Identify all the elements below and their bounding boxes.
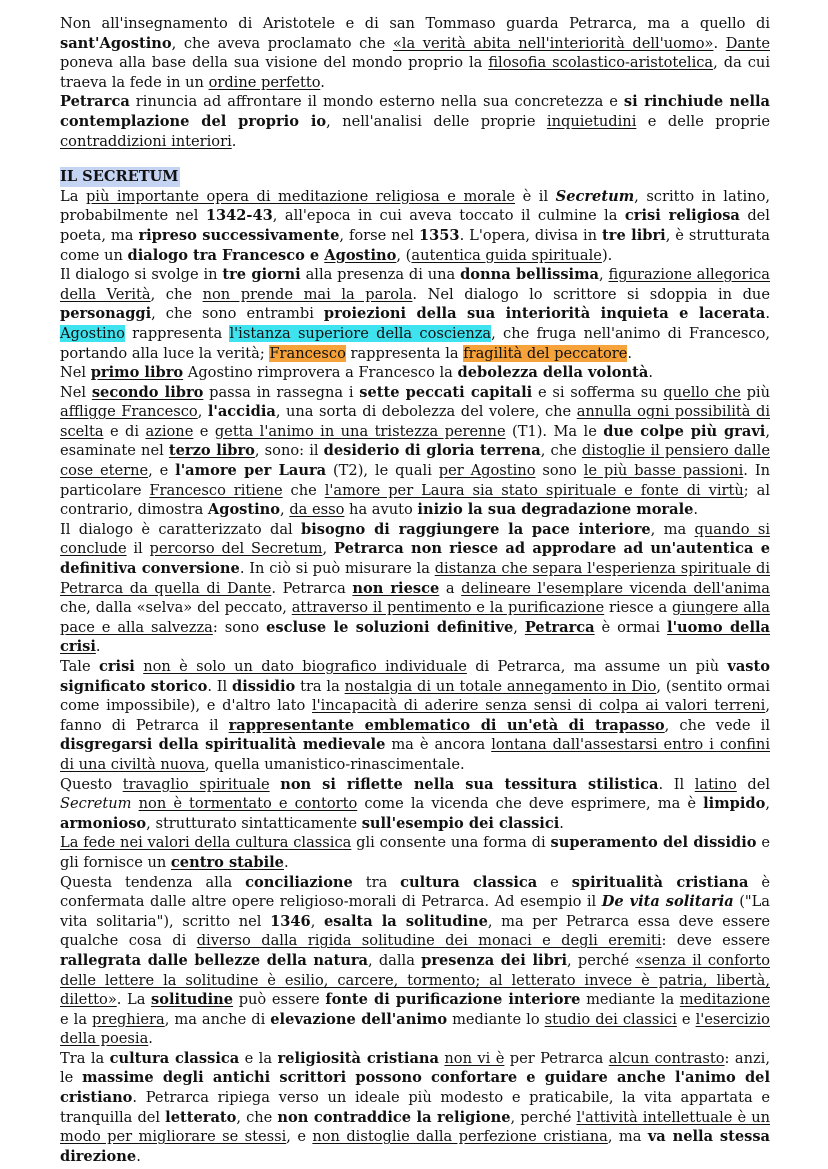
bold-text: crisi [98,658,135,675]
underlined-text: non è tormentato e contorto [138,795,358,813]
underlined-text: ordine perfetto [208,73,321,91]
underlined-text: distanza che separa l'esperienza spirituale di Petrarca da quella di Dante [60,560,770,597]
bold-underlined-text: non riesce [352,579,440,597]
text-run: il [126,540,150,558]
text-run: tra [352,873,401,891]
bold-text: superamento del dissidio [550,834,757,852]
bold-underlined-text: l'uomo della crisi [60,618,770,656]
text-run: : deve essere [661,932,770,950]
text-run: . [283,853,289,871]
text-run: , che [150,285,203,303]
text-run: , fanno di Petrarca il [60,697,770,734]
text-run: Agostino rimprovera a Francesco la [183,364,458,382]
text-run: mediante lo [447,1010,545,1028]
bold-text: cultura classica [400,873,538,891]
bold-text: si rinchiude nella contemplazione del proprio io [60,93,770,130]
bold-text: Petrarca non riesce ad approdare ad un'autentica e definitiva conversione [60,540,770,578]
text-run: Non all'insegnamento di Aristotele e di san Tommaso guarda Petrarca, ma a quello di [60,15,770,32]
bold-text: massime degli antichi scrittori possono confortare e guidare anche l'animo del cristiano [60,1069,770,1107]
bold-underlined-text: Agostino [324,246,397,264]
text-run: a [439,579,462,597]
highlighted-text: Francesco [269,344,346,362]
text-run: . [627,344,633,362]
bold-text: inizio la sua degradazione morale [417,501,694,519]
text-run: gli consente una forma di [351,834,551,852]
text-run: , [599,266,609,284]
text-run: , che sono entrambi [151,305,324,323]
text-run: e la [60,1010,93,1028]
bold-text: tre giorni [222,266,301,284]
bold-text: desiderio di gloria terrena [323,442,541,460]
paragraph-intro-2 [60,92,770,151]
text-run: , quella umanistico-rinascimentale. [204,755,465,773]
text-run: (T1). Ma le [505,422,604,440]
highlighted-text: Agostino [60,324,125,342]
text-run: , perché [510,1108,577,1126]
bold-text: escluse le soluzioni definitive [266,618,514,636]
text-run: , [322,540,334,558]
underlined-text: annulla ogni possibilità di scelta [60,403,770,440]
underlined-text: lontana dall'assestarsi entro i confini di una civiltà nuova [60,736,770,773]
text-run: , che [236,1108,278,1126]
bold-text: debolezza della volontà [457,364,649,382]
bold-text: rallegrata dalle bellezze della natura [60,951,368,969]
text-run: Questa tendenza alla [60,873,246,891]
underlined-text: «la verità abita nell'interiorità dell'uomo» [392,34,714,52]
text-run: del poeta, ma [60,207,770,244]
bold-text: armonioso [60,814,147,832]
text-run [132,795,139,812]
underlined-text: l'amore per Laura sia stato spirituale e fonte di virtù [324,481,744,499]
bold-underlined-text: secondo libro [91,383,204,401]
text-run: Tra la [60,1049,110,1067]
bold-underlined-text: terzo libro [168,442,255,460]
text-run: , ma [607,1128,648,1146]
underlined-text: latino [694,775,737,793]
bold-text: spiritualità cristiana [571,873,749,891]
text-run: è confermata dalle altre opere religioso-morali di Petrarca. Ad esempio il [60,873,771,911]
text-run: , ma anche di [164,1010,271,1028]
bold-text: conciliazione [245,873,353,891]
text-run: . In ciò si può misurare la [239,560,435,578]
text-run: alla presenza di una [300,266,461,284]
bold-underlined-text: Petrarca [524,618,595,636]
paragraph-religiosita [60,1049,770,1167]
bold-text: letterato [165,1108,237,1126]
underlined-text: quello che [663,383,741,401]
bold-text: disgregarsi della spiritualità medievale [60,736,386,754]
underlined-text: distoglie il pensiero dalle cose eterne [60,442,770,480]
paragraph-crisi [60,657,770,775]
underlined-text: azione [145,422,194,440]
text-run: , ( [396,246,412,264]
text-run: è ormai [594,618,668,636]
bold-text: 1346 [270,912,311,930]
bold-text: ripreso successivamente [138,226,340,244]
underlined-text: nostalgia di un totale annegamento in Dio [344,677,657,695]
text-run: e gli fornisce un [60,834,770,871]
bold-text: dissidio [232,677,296,695]
underlined-text: per Agostino [438,462,536,480]
text-run: riesce a [604,599,672,617]
text-run: Nel [60,364,91,382]
underlined-text: giungere alla pace e alla salvezza [60,599,770,636]
underlined-text: contraddizioni interiori [60,132,232,150]
text-run [135,658,143,675]
bold-text: non si riflette nella sua tessitura stilistica [280,775,659,793]
text-run: e di [103,422,146,440]
text-run: Il dialogo si svolge in [60,266,223,284]
text-run: , scritto in latino, probabilmente nel [60,187,771,225]
underlined-text: non distoglie dalla perfezione cristiana [312,1128,608,1146]
text-run: più [740,383,770,401]
bold-underlined-text: solitudine [151,991,234,1009]
text-run: e [193,422,215,440]
underlined-text: più importante opera di meditazione religiosa e morale [85,187,516,205]
underlined-text: travaglio spirituale [122,775,270,793]
bold-underlined-text: primo libro [90,364,184,382]
bold-text: donna bellissima [460,266,599,284]
text-run: . [148,1030,153,1048]
bold-text: l'accidia [207,403,276,421]
bold-text: sant'Agostino [60,34,172,52]
bold-text: non contraddice la religione [277,1108,511,1126]
text-run: . [559,814,564,832]
paragraph-conciliazione [60,873,770,1049]
text-run: : sono [212,618,267,636]
underlined-text: attraverso il pentimento e la purificazione [291,599,605,617]
text-run: , strutturato sintatticamente [146,814,362,832]
bold-text: sette peccati capitali [359,383,533,401]
text-run: come la vicenda che deve esprimere, ma è [357,795,704,813]
text-run: . Nel dialogo lo scrittore si sdoppia in due [412,285,770,303]
text-run: , esaminate nel [60,422,770,460]
underlined-text: preghiera [92,1010,165,1028]
bold-text: proiezioni della sua interiorità inquieta e lacerata [323,305,766,323]
text-run: tra la [295,677,345,695]
text-run: , e [148,462,176,480]
bold-text: 1342-43 [205,207,273,225]
bold-underlined-text: centro stabile [170,853,284,871]
paragraph-pace [60,520,770,657]
paragraph-fede [60,833,770,872]
underlined-text: La fede nei valori della cultura classica [60,834,352,852]
text-run: Nel [60,383,92,401]
underlined-text: non prende mai la parola [202,285,413,303]
text-run: . La [116,991,152,1009]
bold-text: vasto significato storico [60,658,770,695]
underlined-text: non è solo un dato biografico individuale [143,658,467,675]
text-run: può essere [233,991,326,1009]
text-run: poneva alla base della sua visione del mondo proprio la [60,54,489,72]
underlined-text: Francesco ritiene [149,481,283,499]
text-run: . Il [207,677,233,695]
text-run: Questo [60,775,123,793]
text-run: . Il [658,775,695,793]
underlined-text: quando si conclude [60,520,770,558]
bold-text: personaggi [60,305,152,323]
text-run: , forse nel [339,226,419,244]
text-run: rappresenta la [345,344,464,362]
text-run: , nell'analisi delle proprie [326,112,547,130]
text-run: , ma per Petrarca essa deve essere qualche cosa di [60,912,771,950]
text-run: e [676,1010,696,1028]
text-run: , all'epoca in cui aveva toccato il culmine la [272,207,625,225]
paragraph-libro-2 [60,383,770,520]
text-run: . [136,1147,141,1165]
text-run: , che [540,442,582,460]
underlined-text: inquietudini [546,112,637,130]
underlined-text: filosofia scolastico-aristotelica [488,54,714,72]
text-run: , una sorta di debolezza del volere, che [275,403,577,421]
underlined-text: meditazione [679,991,770,1009]
text-run: . L'opera, divisa in [459,226,603,244]
text-run: , dalla [368,951,422,969]
bold-text: religiosità cristiana [277,1049,439,1067]
text-run: IL SECRETUM [60,168,179,186]
underlined-text: autentica guida spirituale [411,246,602,264]
text-run: ha avuto [344,501,418,519]
text-run: La [60,187,86,205]
text-run: mediante la [580,991,680,1009]
text-run: , [280,501,290,519]
text-run: . [693,501,699,519]
bold-text: bisogno di raggiungere la pace interiore [301,520,651,538]
text-run: Tale [60,658,99,675]
underlined-text: figurazione allegorica della Verità [60,266,770,303]
bold-text: presenza dei libri [421,951,568,969]
bold-text: due colpe più gravi [603,422,766,440]
text-run: . [648,364,653,382]
underlined-text: delineare l'esemplare vicenda dell'anima [461,579,771,597]
text-run: , [197,403,208,421]
text-run: . Petrarca ripiega verso un ideale più modesto e praticabile, la vita appartata e tranquilla del [60,1089,770,1126]
bold-text: va nella stessa direzione [60,1128,770,1165]
underlined-text: «senza il conforto delle lettere la solitudine è esilio, carcere, tormento; al letterato invece è patria, libertà, diletto» [60,951,770,1009]
bold-text: elevazione dell'animo [270,1010,448,1028]
text-run: (T2), le quali [326,462,439,480]
paragraph-libro-1 [60,363,770,383]
text-run: è il [515,187,556,205]
paragraph-stile [60,775,770,834]
bold-text: fonte di purificazione interiore [325,991,581,1009]
text-run: . Petrarca [271,579,353,597]
bold-text: sull'esempio dei classici [361,814,560,832]
text-run: . [231,132,237,150]
underlined-text: l'esercizio della poesia [60,1010,770,1048]
highlighted-text: l'istanza superiore della coscienza [229,324,492,342]
text-run: . [713,34,726,52]
bold-text: dialogo tra Francesco e [127,246,325,264]
section-heading [60,167,180,187]
bold-underlined-text: rappresentante emblematico di un'età di trapasso [228,716,665,734]
italic-text: Secretum [60,795,132,813]
paragraph-secretum-1 [60,187,770,265]
text-run: , che vede il [664,716,770,734]
text-run: che, dalla «selva» del peccato, [60,599,292,617]
bold-text: 1353 [418,226,460,244]
underlined-text: le più basse passioni [583,462,744,480]
text-run: . In particolare [60,462,770,499]
paragraph-intro-1 [60,14,770,92]
underlined-text: alcun contrasto [608,1049,725,1067]
paragraph-secretum-2 [60,265,770,363]
text-run: rappresenta [124,324,230,342]
text-run: , perché [567,951,636,969]
underlined-text: l'incapacità di aderire senza sensi di colpa ai valori terreni [311,697,766,715]
underlined-text: da esso [289,501,345,519]
text-run: ma è ancora [385,736,492,754]
text-run: e la [239,1049,278,1067]
text-run: , [513,618,525,636]
bold-text: Petrarca [60,93,130,111]
text-run: ("La vita solitaria"), scritto nel [60,893,770,930]
text-run: ). [601,246,613,264]
bold-text: l'amore per Laura [175,462,327,480]
text-run: di Petrarca, ma assume un più [466,658,728,675]
underlined-text: studio dei classici [544,1010,677,1028]
text-run: e delle proprie [636,112,771,130]
text-run: ; al contrario, dimostra [60,481,770,519]
text-run: , che fruga nell'animo di Francesco, portando alla luce la verità; [60,324,771,362]
text-run: , (sentito ormai come impossibile), e d'altro lato [60,677,771,715]
text-run: sono [535,462,584,480]
text-run: , e [286,1128,313,1146]
underlined-text: diverso dalla rigida solitudine dei monaci e degli eremiti [196,932,662,950]
text-run: per Petrarca [504,1049,609,1067]
bold-text: Secretum [555,187,635,205]
bold-text: De vita solitaria [601,893,734,911]
text-run: , [310,912,324,930]
text-run: passa in rassegna i [203,383,360,401]
bold-text: limpido [703,795,766,813]
text-run: . [320,73,325,91]
text-run: e [537,873,572,891]
text-run: Il dialogo è caratterizzato dal [60,520,302,538]
underlined-text: percorso del Secretum [149,540,323,558]
text-run: , ma [650,520,695,538]
bold-text: crisi religiosa [624,207,740,225]
text-run: , da cui traeva la fede in un [60,54,770,91]
bold-text: tre libri [602,226,666,244]
text-run: rinuncia ad affrontare il mondo esterno nella sua concretezza e [129,93,624,111]
text-run: , è strutturata come un [60,226,770,264]
underlined-text: Dante [725,34,770,52]
underlined-text: l'attività intellettuale è un modo per migliorare se stessi [60,1108,770,1146]
bold-text: esalta la solitudine [324,912,488,930]
text-run: , sono: il [254,442,324,460]
text-run: del [736,775,771,793]
bold-text: Agostino [207,501,281,519]
text-run [270,776,281,793]
text-run: : anzi, le [60,1049,770,1087]
underlined-text: getta l'animo in una tristezza perenne [214,422,506,440]
text-run: , [765,795,770,813]
underlined-text: non vi è [444,1049,505,1067]
highlighted-text: fragilità del peccatore [463,344,628,362]
underlined-text: affligge Francesco [60,403,198,421]
text-run: , che aveva proclamato che [171,34,393,52]
bold-text: cultura classica [109,1049,240,1067]
text-run: e si sofferma su [532,383,664,401]
text-run: che [282,481,325,499]
text-run: . [95,638,101,656]
text-run: . [765,305,770,323]
